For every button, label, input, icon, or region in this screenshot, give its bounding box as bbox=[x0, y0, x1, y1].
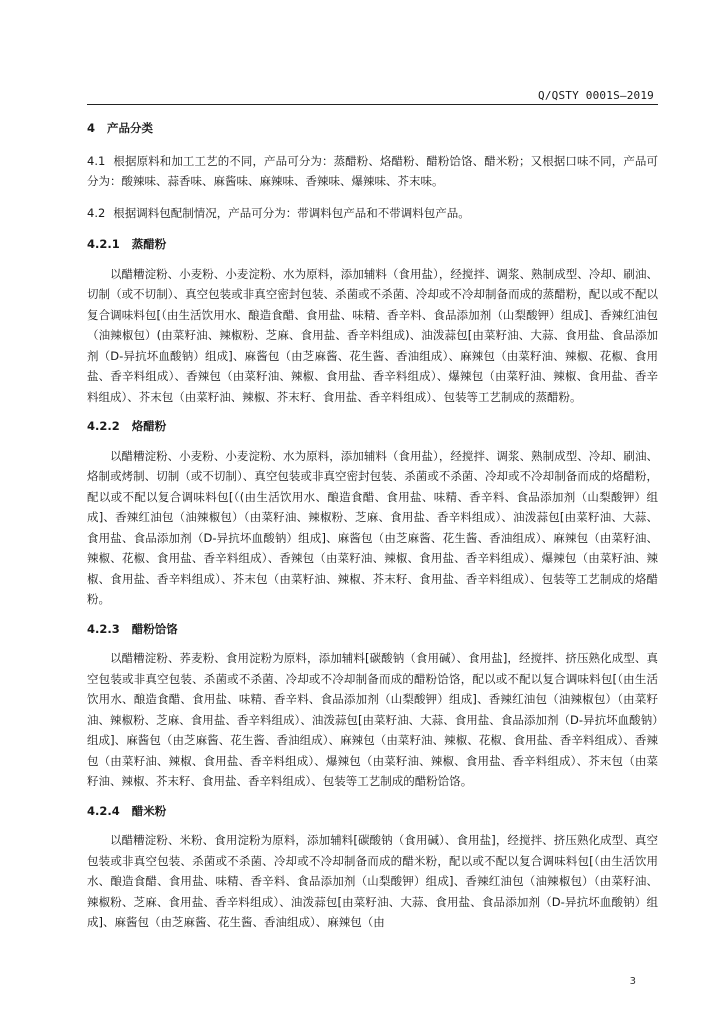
subclause-heading-4-2-2 bbox=[87, 416, 658, 437]
header-rule bbox=[87, 104, 658, 105]
clause-number: 4.2 bbox=[87, 205, 106, 220]
clause-text: 根据原料和加工工艺的不同，产品可分为：蒸醋粉、烙醋粉、醋粉饸饹、醋米粉；又根据口味不同，产品可分为：酸辣味、蒜香味、麻酱味、麻辣味、香辣味、爆辣味、芥末味。 bbox=[87, 153, 658, 188]
subclause-heading-4-2-3 bbox=[87, 619, 658, 640]
standard-code: Q/QSTY 0001S—2019 bbox=[538, 89, 654, 102]
subclause-title: 醋米粉 bbox=[131, 803, 167, 818]
clause-number: 4.1 bbox=[87, 153, 106, 168]
subclause-body-4-2-1: 以醋糟淀粉、小麦粉、小麦淀粉、水为原料，添加辅料（食用盐），经搅拌、调浆、熟制成型、冷却、刷油、切制（或不切制）、真空包装或非真空密封包装、杀菌或不杀菌、冷却或不冷却制备而成的蒸醋粉，配以或不配以复合调味料包[（由生活饮用水、酿造食醋、食用盐、味精、香辛料、食品添加剂（山梨酸钾）组成]、香辣红油包（油辣椒包）(由菜籽油、辣椒粉、芝麻、食用盐、香辛料组成)、油泼蒜包[由菜籽油、大蒜、食用盐、食品添加剂（D-异抗坏血酸钠）组成]、麻酱包（由芝麻酱、花生酱、香油组成）、麻辣包（由菜籽油、辣椒、花椒、食用盐、香辛料组成）、香辣包（由菜籽油、辣椒、食用盐、香辛料组成）、爆辣包（由菜籽油、辣椒、食用盐、香辛料组成）、芥末包（由菜籽油、辣椒、芥末籽、食用盐、香辛料组成）、包装等工艺制成的蒸醋粉。 bbox=[87, 266, 658, 404]
subclause-number: 4.2.4 bbox=[87, 803, 120, 818]
subclause-number: 4.2.3 bbox=[87, 621, 120, 636]
subclause-body-4-2-4: 以醋糟淀粉、米粉、食用淀粉为原料，添加辅料[碳酸钠（食用碱）、食用盐]，经搅拌、挤压熟化成型、真空包装或非真空包装、杀菌或不杀菌、冷却或不冷却制备而成的醋米粉，配以或不配以复合调味料包[（由生活饮用水、酿造食醋、食用盐、味精、香辛料、食品添加剂（山梨酸钾）组成]、香辣红油包（油辣椒包）（由菜籽油、辣椒粉、芝麻、食用盐、香辛料组成）、油泼蒜包[由菜籽油、大蒜、食用盐、食品添加剂（D-异抗坏血酸钠）组成]、麻酱包（由芝麻酱、花生酱、香油组成）、麻辣包（由 bbox=[87, 833, 658, 929]
clause-text: 根据调料包配制情况，产品可分为：带调料包产品和不带调料包产品。 bbox=[113, 205, 470, 220]
subclause-title: 蒸醋粉 bbox=[131, 237, 167, 251]
section-number: 4 bbox=[87, 121, 96, 135]
subclause-number: 4.2.1 bbox=[87, 237, 120, 251]
subclause-number: 4.2.2 bbox=[87, 419, 120, 433]
subclause-heading-4-2-1 bbox=[87, 234, 658, 255]
subclause-body-4-2-3: 以醋糟淀粉、荞麦粉、食用淀粉为原料，添加辅料[碳酸钠（食用碱）、食用盐]，经搅拌、挤压熟化成型、真空包装或非真空包装、杀菌或不杀菌、冷却或不冷却制备而成的醋粉饸饹，配以或不配以复合调味料包[（由生活饮用水、酿造食醋、食用盐、味精、香辛料、食品添加剂（山梨酸钾）组成]、香辣红油包（油辣椒包）（由菜籽油、辣椒粉、芝麻、食用盐、香辛料组成）、油泼蒜包[由菜籽油、大蒜、食用盐、食品添加剂（D-异抗坏血酸钠）组成]、麻酱包（由芝麻酱、花生酱、香油组成）、麻辣包（由菜籽油、辣椒、花椒、食用盐、香辛料组成）、香辣包（由菜籽油、辣椒、食用盐、香辛料组成）、爆辣包（由菜籽油、辣椒、食用盐、香辛料组成）、芥末包（由菜籽油、辣椒、芥末籽、食用盐、香辛料组成）、包装等工艺制成的醋粉饸饹。 bbox=[87, 651, 658, 788]
page-number: 3 bbox=[629, 976, 636, 987]
section-title: 产品分类 bbox=[107, 121, 154, 135]
clause-4-1 bbox=[87, 151, 658, 192]
clause-4-2 bbox=[87, 203, 658, 224]
subclause-body-4-2-2: 以醋糟淀粉、小麦粉、小麦淀粉、水为原料，添加辅料（食用盐），经搅拌、调浆、熟制成型、冷却、刷油、烙制或烤制、切制（或不切制）、真空包装或非真空密封包装、杀菌或不杀菌、冷却或不冷却制备而成的烙醋粉，配以或不配以复合调味料包[（(由生活饮用水、酿造食醋、食用盐、味精、香辛料、食品添加剂（山梨酸钾）组成]、香辣红油包（油辣椒包）（由菜籽油、辣椒粉、芝麻、食用盐、香辛料组成）、油泼蒜包[由菜籽油、大蒜、食用盐、食品添加剂（D-异抗坏血酸钠）组成]、麻酱包（由芝麻酱、花生酱、香油组成）、麻辣包（由菜籽油、辣椒、花椒、食用盐、香辛料组成）、香辣包（由菜籽油、辣椒、食用盐、香辛料组成）、爆辣包（由菜籽油、辣椒、食用盐、香辛料组成）、芥末包（由菜籽油、辣椒、芥末籽、食用盐、香辛料组成）、包装等工艺制成的烙醋粉。 bbox=[87, 448, 658, 606]
page-content bbox=[87, 118, 658, 942]
subclause-title: 醋粉饸饹 bbox=[131, 621, 178, 636]
section-heading bbox=[87, 118, 658, 139]
subclause-title: 烙醋粉 bbox=[131, 419, 167, 433]
subclause-heading-4-2-4 bbox=[87, 801, 658, 822]
